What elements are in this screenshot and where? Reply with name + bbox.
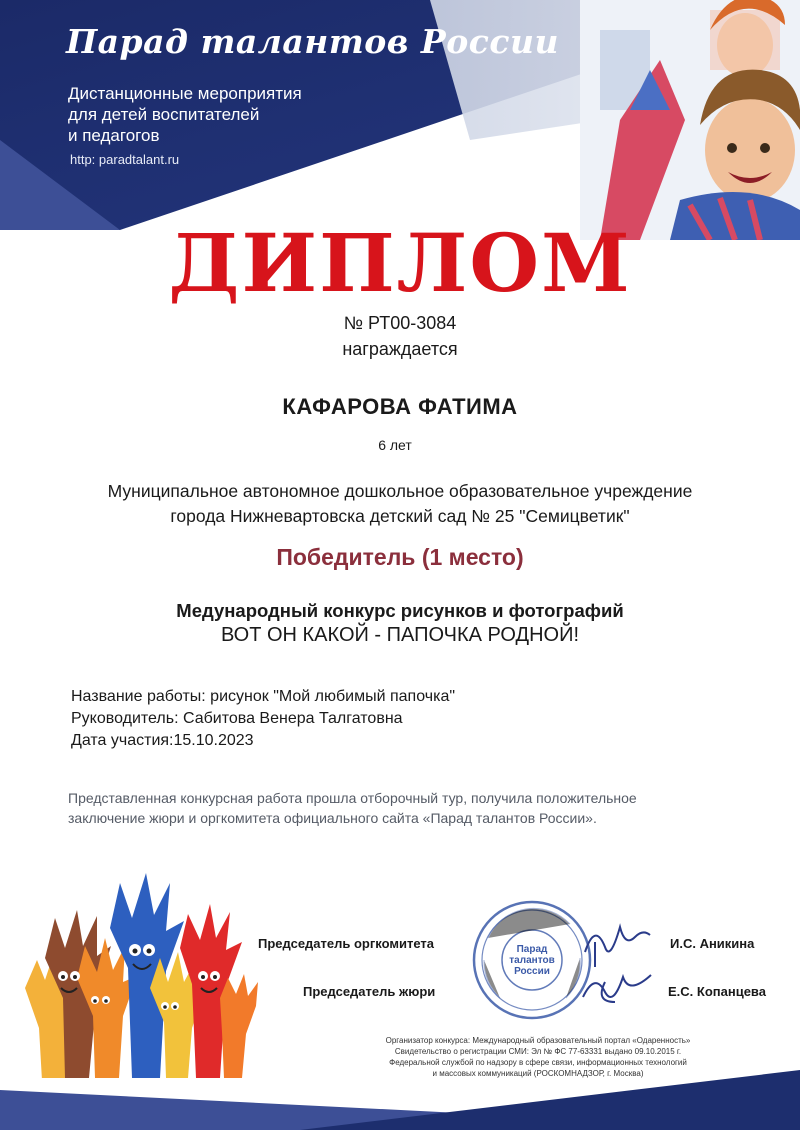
fine-line: Свидетельство о регистрации СМИ: Эл № ФС 77-63331 выдано 09.10.2015 г. — [394, 1047, 682, 1056]
fine-line: и массовых коммуникаций (РОСКОМНАДЗОР, г. Москва) — [432, 1069, 644, 1078]
seal-line: России — [514, 966, 550, 977]
organization-line: Муниципальное автономное дошкольное образовательное учреждение — [107, 481, 693, 501]
awarded-label: награждается — [342, 339, 458, 359]
note-line: заключение жюри и оргкомитета официального сайта «Парад талантов России». — [68, 810, 597, 826]
diploma-title: ДИПЛОМ — [168, 216, 632, 310]
fine-line: Федеральной службой по надзору в сфере связи, информационных технологий — [389, 1058, 687, 1067]
site-url: http: paradtalant.ru — [70, 152, 180, 167]
contest-name — [0, 598, 800, 648]
brand-logo: Парад талантов России — [66, 22, 559, 61]
subtitle-line: Дистанционные мероприятия — [68, 84, 302, 103]
note-line: Представленная конкурсная работа прошла отборочный тур, получила положительное — [68, 790, 637, 806]
chairman-orgcommittee-name: И.С. Аникина — [670, 936, 755, 951]
supervisor: Руководитель: Сабитова Венера Талгатовна — [71, 710, 403, 727]
recipient-name: КАФАРОВА ФАТИМА — [282, 394, 518, 419]
fine-line: Организатор конкурса: Международный образовательный портал «Одаренность» — [385, 1036, 691, 1045]
organization — [0, 479, 800, 529]
award-place: Победитель (1 место) — [276, 544, 524, 570]
seal-line: талантов — [509, 955, 555, 966]
work-title: Название работы: рисунок "Мой любимый папочка" — [71, 688, 456, 705]
header-subtitle — [68, 83, 368, 146]
recipient-age: 6 лет — [378, 437, 412, 453]
contest-line: Медународный конкурс рисунков и фотографий — [176, 600, 624, 621]
signature-icon — [575, 912, 655, 1012]
diploma-number: № РТ00-3084 — [343, 313, 457, 333]
organization-line: города Нижневартовска детский сад № 25 "Семицветик" — [170, 506, 630, 526]
subtitle-line: для детей воспитателей — [68, 105, 260, 124]
seal-line: Парад — [516, 944, 548, 955]
colorful-hands-icon — [15, 868, 265, 1078]
subtitle-line: и педагогов — [68, 126, 160, 145]
chairman-jury-name: Е.С. Копанцева — [668, 984, 766, 999]
jury-note — [68, 788, 748, 828]
contest-theme: ВОТ ОН КАКОЙ - ПАПОЧКА РОДНОЙ! — [220, 624, 580, 646]
child-photo-illustration — [560, 0, 800, 240]
work-details — [71, 686, 455, 752]
chairman-orgcommittee-label: Председатель оргкомитета — [258, 936, 435, 951]
participation-date: Дата участия:15.10.2023 — [71, 732, 254, 749]
footer-banner — [0, 1060, 800, 1130]
chairman-jury-label: Председатель жюри — [303, 984, 436, 999]
